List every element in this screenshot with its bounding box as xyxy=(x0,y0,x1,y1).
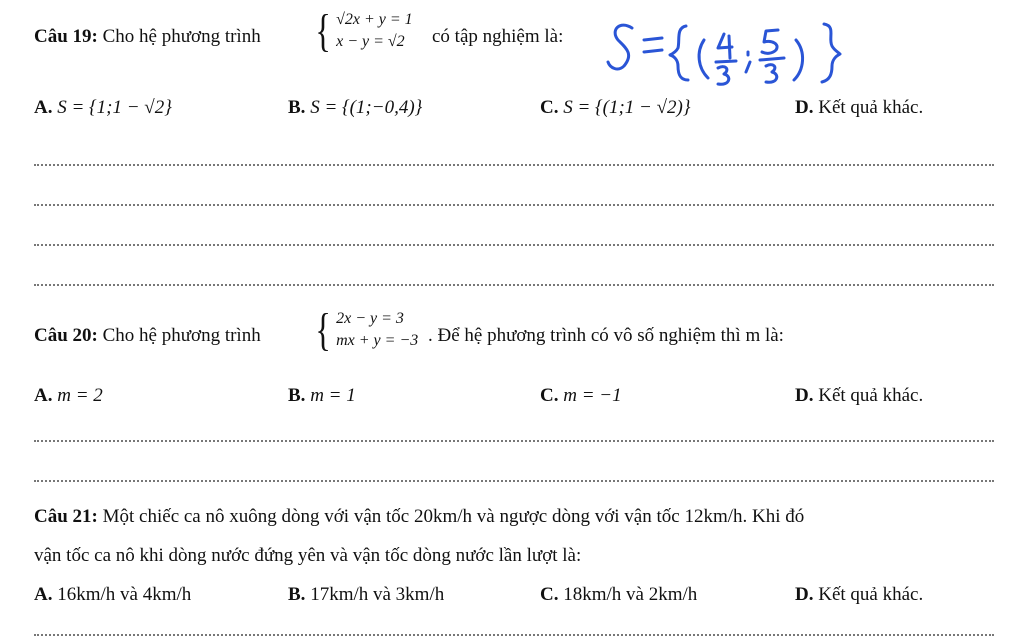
q21-option-c[interactable]: C. 18km/h và 2km/h xyxy=(540,584,698,605)
q21-option-a[interactable]: A. 16km/h và 4km/h xyxy=(34,584,192,605)
q19-option-c[interactable]: C. S = {(1;1 − √2)} xyxy=(540,97,691,118)
answer-line xyxy=(34,440,994,442)
handwritten-answer xyxy=(600,0,900,95)
q20-system: { 2x − y = 3 mx + y = −3 xyxy=(315,304,419,355)
q20-after: . Để hệ phương trình có vô số nghiệm thì m là: xyxy=(428,325,784,346)
q19-eq2: x − y = √2 xyxy=(336,33,405,50)
answer-line xyxy=(34,204,994,206)
answer-line xyxy=(34,164,994,166)
q19-option-b[interactable]: B. S = {(1;−0,4)} xyxy=(288,97,423,118)
answer-line xyxy=(34,284,994,286)
answer-line xyxy=(34,634,994,636)
q19-system: { √2x + y = 1 x − y = √2 xyxy=(315,5,413,56)
q19-stem xyxy=(34,26,261,48)
q20-text: Cho hệ phương trình xyxy=(102,325,261,346)
q19-eq1: √2x + y = 1 xyxy=(336,11,413,28)
q20-eq1: 2x − y = 3 xyxy=(336,310,404,327)
q19-option-d[interactable]: D. Kết quả khác. xyxy=(795,97,924,118)
answer-line xyxy=(34,244,994,246)
answer-line xyxy=(34,480,994,482)
q19-text: Cho hệ phương trình xyxy=(102,26,261,47)
q20-label: Câu 20: xyxy=(34,325,98,346)
q21-label: Câu 21: xyxy=(34,506,98,527)
q19-label: Câu 19: xyxy=(34,26,98,47)
q20-stem xyxy=(34,325,261,347)
q20-option-c[interactable]: C. m = −1 xyxy=(540,385,622,406)
q20-option-d[interactable]: D. Kết quả khác. xyxy=(795,385,924,406)
q21-stem xyxy=(34,506,804,528)
q20-option-b[interactable]: B. m = 1 xyxy=(288,385,356,406)
q20-eq2: mx + y = −3 xyxy=(336,332,419,349)
q20-option-a[interactable]: A. m = 2 xyxy=(34,385,103,406)
q21-line1: Một chiếc ca nô xuông dòng với vận tốc 20km/h và ngược dòng với vận tốc 12km/h. Khi đó xyxy=(102,506,805,527)
q19-option-a[interactable]: A. S = {1;1 − √2} xyxy=(34,97,172,118)
q21-option-b[interactable]: B. 17km/h và 3km/h xyxy=(288,584,445,605)
q21-option-d[interactable]: D. Kết quả khác. xyxy=(795,584,924,605)
q19-after: có tập nghiệm là: xyxy=(432,26,564,47)
q21-line2: vận tốc ca nô khi dòng nước đứng yên và vận tốc dòng nước lần lượt là: xyxy=(34,545,582,566)
